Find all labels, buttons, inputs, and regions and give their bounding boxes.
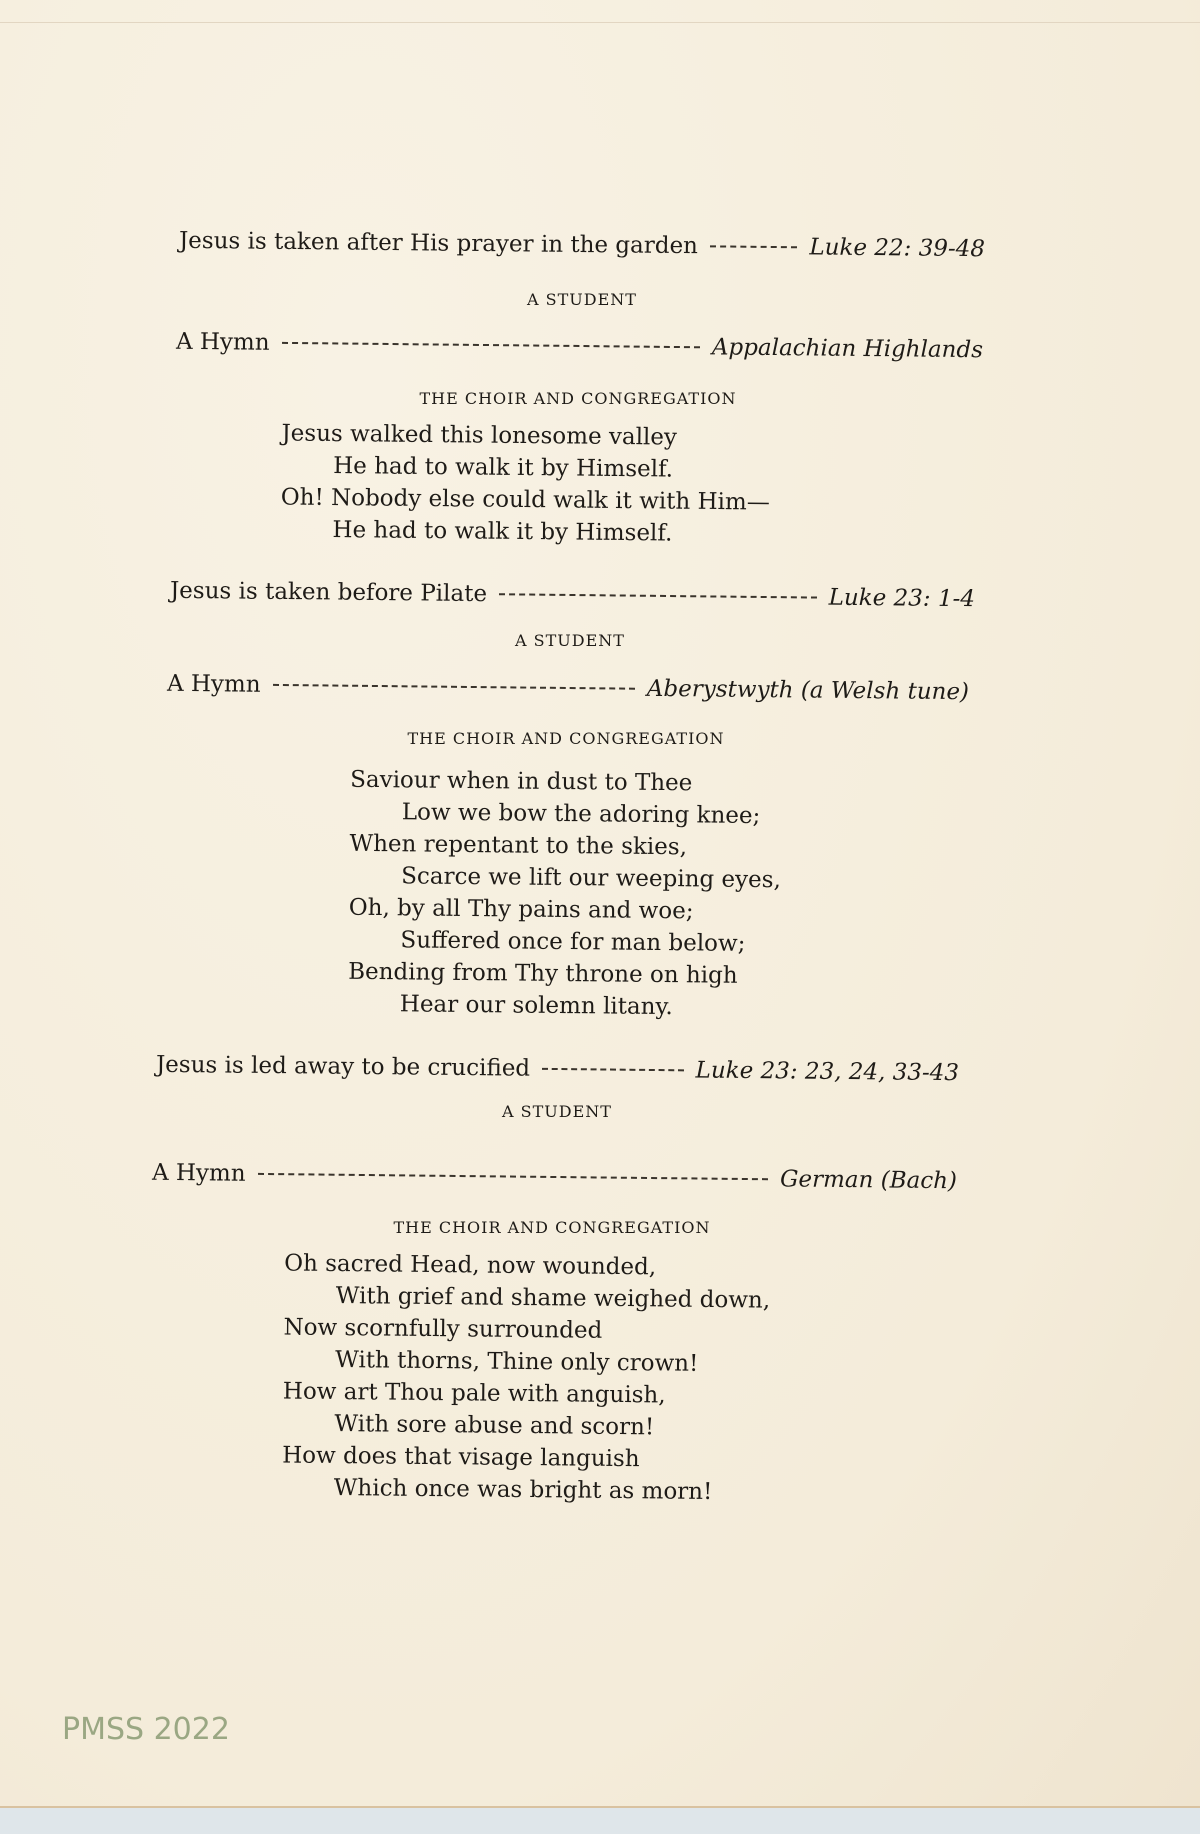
- entry-title: A Hymn: [151, 1159, 246, 1187]
- performer-attribution: THE CHOIR AND CONGREGATION: [419, 389, 737, 408]
- verse-line: Hear our solemn litany.: [399, 991, 673, 1021]
- hymn-tune: Appalachian Highlands: [711, 334, 984, 364]
- verse-line: Oh, by all Thy pains and woe;: [348, 894, 694, 925]
- verse-line: He had to walk it by Himself.: [332, 516, 673, 547]
- verse-line: Scarce we lift our weeping eyes,: [401, 863, 781, 894]
- page-edge-line: [0, 22, 1200, 23]
- verse-line: He had to walk it by Himself.: [333, 452, 674, 483]
- verse-line: When repentant to the skies,: [349, 830, 688, 861]
- reading-entry: [156, 1052, 959, 1086]
- verse-line: Now scornfully surrounded: [283, 1314, 603, 1344]
- verse-line: Low we bow the adoring knee;: [401, 799, 761, 830]
- dotted-leader: [258, 1173, 768, 1180]
- verse-line: How art Thou pale with anguish,: [282, 1378, 666, 1409]
- archive-watermark: PMSS 2022: [62, 1712, 230, 1747]
- hymn-tune: Aberystwyth (a Welsh tune): [646, 675, 970, 706]
- dotted-leader: [499, 593, 817, 598]
- verse-line: With sore abuse and scorn!: [334, 1410, 655, 1441]
- entry-title: Jesus is taken after His prayer in the garden: [178, 227, 699, 260]
- verse-line: Oh! Nobody else could walk it with Him—: [280, 484, 770, 516]
- performer-attribution: THE CHOIR AND CONGREGATION: [407, 729, 725, 748]
- scripture-reference: Luke 23: 23, 24, 33-43: [695, 1057, 960, 1087]
- performer-attribution: THE CHOIR AND CONGREGATION: [393, 1218, 711, 1237]
- entry-title: A Hymn: [166, 670, 261, 698]
- performer-attribution: A STUDENT: [527, 290, 637, 309]
- dotted-leader: [273, 684, 635, 690]
- hymn-entry: [167, 671, 969, 705]
- verse-line: Oh sacred Head, now wounded,: [284, 1250, 657, 1281]
- performer-attribution: A STUDENT: [502, 1102, 612, 1121]
- verse-line: Jesus walked this lonesome valley: [281, 420, 678, 451]
- performer-attribution: A STUDENT: [515, 631, 625, 650]
- verse-line: With thorns, Thine only crown!: [335, 1346, 699, 1377]
- scripture-reference: Luke 22: 39-48: [809, 234, 986, 263]
- dotted-leader: [542, 1068, 684, 1071]
- verse-line: Which once was bright as morn!: [333, 1474, 713, 1505]
- verse-line: Suffered once for man below;: [400, 927, 746, 957]
- dotted-leader: [710, 245, 797, 248]
- entry-title: Jesus is led away to be crucified: [155, 1051, 531, 1082]
- hymn-entry: [176, 329, 983, 363]
- verse-line: With grief and shame weighed down,: [335, 1283, 771, 1314]
- hymn-verse: [348, 764, 782, 1025]
- hymn-verse: [280, 417, 770, 550]
- scripture-reference: Luke 23: 1-4: [828, 584, 976, 613]
- verse-line: Saviour when in dust to Thee: [350, 766, 693, 797]
- entry-title: Jesus is taken before Pilate: [169, 577, 488, 608]
- entry-title: A Hymn: [175, 328, 270, 356]
- dotted-leader: [282, 342, 700, 348]
- reading-entry: [179, 228, 985, 262]
- hymn-entry: [152, 1160, 957, 1194]
- verse-line: How does that visage languish: [282, 1442, 640, 1473]
- verse-line: Bending from Thy throne on high: [348, 958, 738, 989]
- hymn-tune: German (Bach): [779, 1166, 958, 1195]
- hymn-verse: [282, 1247, 771, 1508]
- reading-entry: [170, 578, 975, 612]
